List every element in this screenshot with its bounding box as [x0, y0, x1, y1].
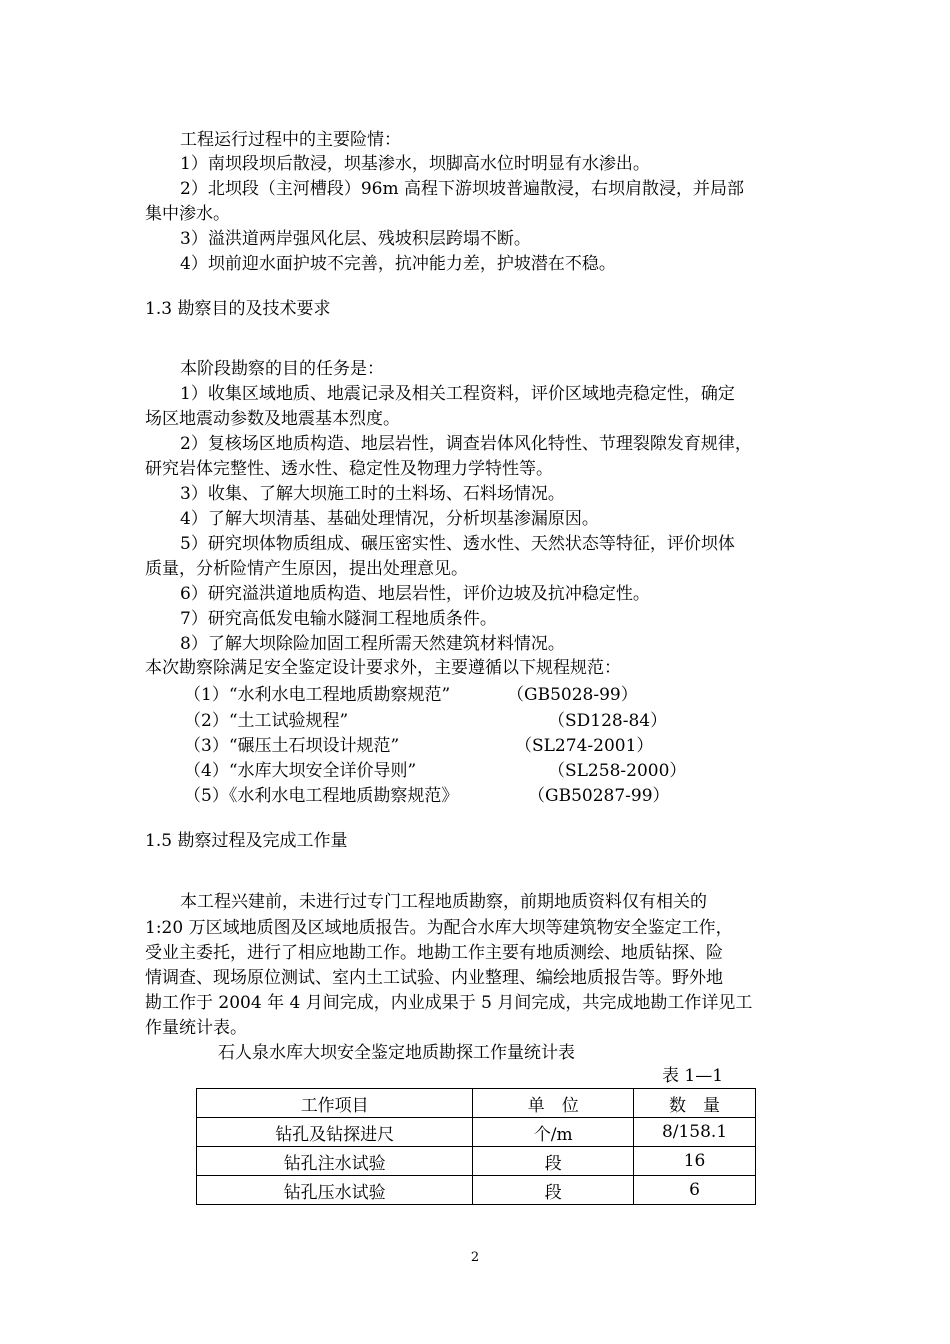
table-cell: 钻孔压水试验 — [197, 1176, 473, 1205]
task-item: 4）了解大坝清基、基础处理情况，分析坝基渗漏原因。 — [180, 509, 599, 529]
danger-item: 4）坝前迎水面护坡不完善，抗冲能力差，护坡潜在不稳。 — [180, 254, 616, 274]
task-item: 5）研究坝体物质组成、碾压密实性、透水性、天然状态等特征，评价坝体 — [180, 534, 735, 554]
standard-code: （SL274-2001） — [515, 736, 654, 756]
section-lead: 本阶段勘察的目的任务是： — [180, 359, 384, 379]
table-cell: 6 — [634, 1176, 756, 1205]
standard-name: （5）《水利水电工程地质勘察规范》 — [184, 786, 459, 806]
table-row — [197, 1118, 756, 1147]
task-item: 7）研究高低发电输水隧洞工程地质条件。 — [180, 609, 497, 629]
body-line: 受业主委托，进行了相应地勘工作。地勘工作主要有地质测绘、地质钻探、险 — [145, 943, 723, 963]
table-cell: 段 — [473, 1147, 634, 1176]
body-line: 1:20 万区域地质图及区域地质报告。为配合水库大坝等建筑物安全鉴定工作， — [145, 918, 733, 938]
section-title-1-3: 1.3 勘察目的及技术要求 — [145, 299, 331, 319]
standard-name: （4）“水库大坝安全详价导则” — [184, 761, 417, 781]
body-line: 本工程兴建前，未进行过专门工程地质勘察，前期地质资料仅有相关的 — [180, 892, 707, 912]
table-cell: 8/158.1 — [634, 1118, 756, 1147]
task-item: 8）了解大坝除险加固工程所需天然建筑材料情况。 — [180, 634, 565, 654]
task-item-continued: 质量，分析险情产生原因，提出处理意见。 — [145, 559, 468, 579]
section-title-1-5: 1.5 勘察过程及完成工作量 — [145, 831, 348, 851]
task-item-continued: 场区地震动参数及地震基本烈度。 — [145, 409, 400, 429]
table-cell: 钻孔注水试验 — [197, 1147, 473, 1176]
table-row — [197, 1176, 756, 1205]
table-caption: 石人泉水库大坝安全鉴定地质勘探工作量统计表 — [218, 1043, 575, 1063]
standard-code: （GB5028-99） — [507, 685, 638, 705]
standards-lead: 本次勘察除满足安全鉴定设计要求外，主要遵循以下规程规范： — [145, 658, 621, 678]
table-cell: 个/m — [473, 1118, 634, 1147]
table-cell: 16 — [634, 1147, 756, 1176]
standard-code: （GB50287-99） — [528, 786, 670, 806]
standard-name: （1）“水利水电工程地质勘察规范” — [184, 685, 451, 705]
column-header: 数 量 — [634, 1089, 756, 1118]
column-header: 工作项目 — [197, 1089, 473, 1118]
danger-item: 1）南坝段坝后散浸，坝基渗水，坝脚高水位时明显有水渗出。 — [180, 154, 650, 174]
danger-heading: 工程运行过程中的主要险情： — [180, 130, 401, 150]
work-quantity-table — [196, 1088, 756, 1205]
table-number: 表 1—1 — [662, 1066, 724, 1086]
task-item: 3）收集、了解大坝施工时的土料场、石料场情况。 — [180, 484, 565, 504]
standard-code: （SL258-2000） — [548, 761, 687, 781]
task-item: 6）研究溢洪道地质构造、地层岩性，评价边坡及抗冲稳定性。 — [180, 584, 650, 604]
danger-item: 2）北坝段（主河槽段）96m 高程下游坝坡普遍散浸，右坝肩散浸，并局部 — [180, 179, 744, 199]
table-cell: 段 — [473, 1176, 634, 1205]
danger-item-continued: 集中渗水。 — [145, 204, 230, 224]
table-header-row — [197, 1089, 756, 1118]
body-line: 情调查、现场原位测试、室内土工试验、内业整理、编绘地质报告等。野外地 — [145, 968, 723, 988]
body-line: 勘工作于 2004 年 4 月间完成，内业成果于 5 月间完成，共完成地勘工作详见工 — [145, 993, 753, 1013]
standard-code: （SD128-84） — [548, 711, 668, 731]
table-row — [197, 1147, 756, 1176]
column-header: 单 位 — [473, 1089, 634, 1118]
table-cell: 钻孔及钻探进尺 — [197, 1118, 473, 1147]
task-item: 2）复核场区地质构造、地层岩性，调查岩体风化特性、节理裂隙发育规律， — [180, 434, 752, 454]
page-number: 2 — [470, 1250, 480, 1265]
standard-name: （2）“土工试验规程” — [184, 711, 349, 731]
standard-name: （3）“碾压土石坝设计规范” — [184, 736, 400, 756]
body-line: 作量统计表。 — [145, 1018, 247, 1038]
task-item-continued: 研究岩体完整性、透水性、稳定性及物理力学特性等。 — [145, 459, 553, 479]
task-item: 1）收集区域地质、地震记录及相关工程资料，评价区域地壳稳定性，确定 — [180, 384, 735, 404]
danger-item: 3）溢洪道两岸强风化层、残坡积层跨塌不断。 — [180, 229, 531, 249]
